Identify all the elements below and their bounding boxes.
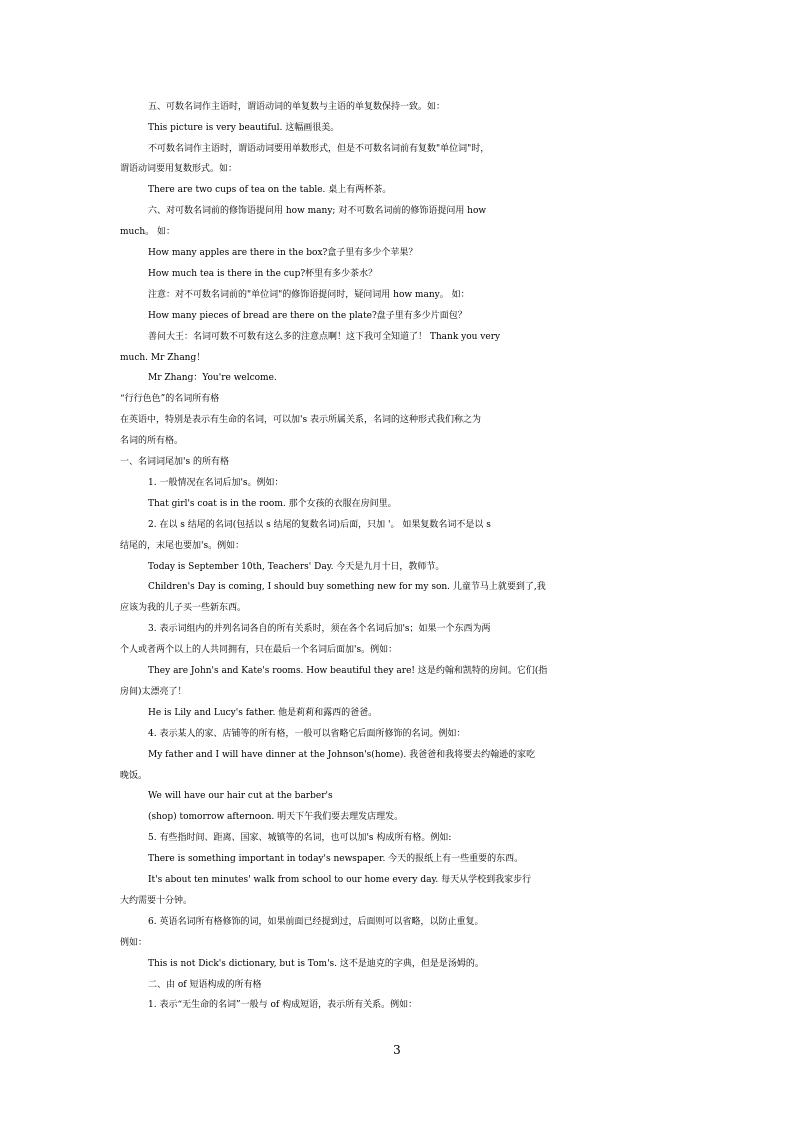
section-heading: “行行色色”的名词所有格 bbox=[120, 394, 220, 404]
text-line: 个人或者两个以上的人共同拥有，只在最后一个名词后面加's。例如： bbox=[120, 645, 398, 655]
text-line: They are John's and Kate's rooms. How beautiful they are! 这是约翰和凯特的房间。它们(指 bbox=[148, 666, 548, 676]
text-line: There are two cups of tea on the table. 桌上有两杯茶。 bbox=[148, 185, 392, 195]
text-line: This picture is very beautiful. 这幅画很美。 bbox=[148, 123, 340, 133]
text-line: 例如： bbox=[120, 938, 148, 948]
text-line: We will have our hair cut at the barber's bbox=[148, 791, 333, 801]
text-line: He is Lily and Lucy's father. 他是莉莉和露西的爸爸。 bbox=[148, 708, 378, 718]
text-line: 房间)太漂亮了！ bbox=[120, 687, 187, 697]
text-line: Today is September 10th, Teachers' Day. 今天是九月十日，教师节。 bbox=[148, 562, 445, 572]
text-line: My father and I will have dinner at the Johnson's(home). 我爸爸和我将要去约翰逊的家吃 bbox=[148, 750, 536, 760]
text-line: 不可数名词作主语时，谓语动词要用单数形式，但是不可数名词前有复数"单位词"时， bbox=[148, 144, 490, 154]
text-line: 3. 表示词组内的并列名词各自的所有关系时，须在各个名词后加's；如果一个东西为两 bbox=[148, 624, 491, 634]
text-line: (shop) tomorrow afternoon. 明天下午我们要去理发店理发。 bbox=[148, 812, 404, 822]
text-line: 2. 在以 s 结尾的名词(包括以 s 结尾的复数名词)后面，只加 '。 如果复数名词不是以 s bbox=[148, 520, 491, 530]
text-line: 名词的所有格。 bbox=[120, 436, 184, 446]
text-line: 在英语中，特别是表示有生命的名词，可以加's 表示所属关系，名词的这种形式我们称之为 bbox=[120, 415, 481, 425]
text-line: 6. 英语名词所有格修饰的词，如果前面已经提到过，后面则可以省略，以防止重复。 bbox=[148, 917, 484, 927]
page-number: 3 bbox=[393, 1043, 401, 1057]
text-line: 5. 有些指时间、距离、国家、城镇等的名词，也可以加's 构成所有格。例如: bbox=[148, 833, 452, 843]
text-line: 善问大王：名词可数不可数有这么多的注意点啊！这下我可全知道了！ Thank you very bbox=[148, 332, 501, 342]
text-line: It's about ten minutes' walk from school to our home every day. 每天从学校到我家步行 bbox=[148, 875, 532, 885]
text-line: 五、可数名词作主语时，谓语动词的单复数与主语的单复数保持一致。如： bbox=[148, 102, 446, 112]
text-line: 谓语动词要用复数形式。如： bbox=[120, 164, 238, 174]
text-line: 1. 一般情况在名词后加's。例如： bbox=[148, 478, 284, 488]
text-line: 一、名词词尾加's 的所有格 bbox=[120, 457, 229, 467]
text-line: How many apples are there in the box?盒子里有多少个苹果？ bbox=[148, 248, 418, 258]
text-line: much。 如： bbox=[120, 227, 176, 237]
text-line: This is not Dick's dictionary, but is Tom's. 这不是迪克的字典，但是是汤姆的。 bbox=[148, 959, 484, 969]
text-line: 注意：对不可数名词前的"单位词"的修饰语提问时，疑问词用 how many。 如： bbox=[148, 290, 470, 300]
text-line: How much tea is there in the cup?杯里有多少茶水？ bbox=[148, 269, 378, 279]
text-line: There is something important in today's newspaper. 今天的报纸上有一些重要的东西。 bbox=[148, 854, 524, 864]
text-line: 结尾的，末尾也要加's。例如： bbox=[120, 541, 245, 551]
text-line: 1. 表示“无生命的名词”一般与 of 构成短语，表示所有关系。例如： bbox=[148, 1000, 418, 1010]
text-line: 4. 表示某人的家、店铺等的所有格，一般可以省略它后面所修饰的名词。例如： bbox=[148, 729, 466, 739]
text-line: 晚饭。 bbox=[120, 771, 148, 781]
text-line: Children's Day is coming, I should buy something new for my son. 儿童节马上就要到了,我 bbox=[148, 582, 546, 592]
text-line: 六、对可数名词前的修饰语提问用 how many; 对不可数名词前的修饰语提问用 how bbox=[148, 206, 487, 216]
text-line: 二、由 of 短语构成的所有格 bbox=[148, 980, 262, 990]
text-line: 大约需要十分钟。 bbox=[120, 896, 193, 906]
text-line: That girl's coat is in the room. 那个女孩的衣服在房间里。 bbox=[148, 499, 397, 509]
text-line: How many pieces of bread are there on the plate?盘子里有多少片面包？ bbox=[148, 311, 467, 321]
text-line: much. Mr Zhang！ bbox=[120, 353, 206, 363]
text-line: 应该为我的儿子买一些新东西。 bbox=[120, 603, 247, 613]
text-line: Mr Zhang：You're welcome. bbox=[148, 373, 277, 383]
